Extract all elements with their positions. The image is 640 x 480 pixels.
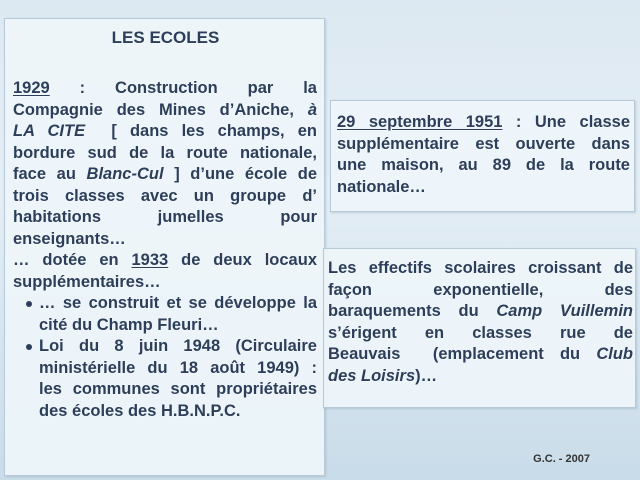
bullet-item	[13, 336, 317, 422]
text-line: LA CITE [ dans les champs, en	[13, 122, 317, 140]
enrollment-text	[328, 258, 633, 387]
text-line: Loi du 8 juin 1948 (Circulaire	[39, 337, 317, 355]
date-1951: 29 septembre 1951	[337, 113, 503, 131]
schools-panel	[4, 18, 325, 476]
text-line: baraquements du Camp Vuillemin	[328, 302, 633, 320]
panel-title: LES ECOLES	[111, 28, 220, 47]
text-line: … se construit et se développe la	[39, 294, 317, 312]
text-line: 29 septembre 1951 : Une classe	[337, 113, 630, 131]
text-line: Beauvais (emplacement du Club	[328, 345, 633, 363]
text-line: nationale…	[337, 177, 426, 196]
enrollment-panel	[323, 248, 636, 408]
text-line: habitations jumelles pour	[13, 208, 317, 226]
text-line: cité du Champ Fleuri…	[39, 315, 219, 334]
bullet-dot-icon	[26, 344, 32, 350]
text-line: supplémentaire est ouverte dans	[337, 134, 630, 153]
author-credit: G.C. - 2007	[533, 453, 590, 465]
bullet-dot-icon	[26, 301, 32, 307]
text-line: 1929 : Construction par la	[13, 79, 317, 97]
text-line: une maison, au 89 de la route	[337, 156, 630, 174]
text-line: … dotée en 1933 de deux locaux	[13, 251, 317, 269]
text-line: les communes sont propriétaires	[39, 380, 317, 398]
text-line: façon exponentielle, des	[328, 280, 633, 299]
extra-class-panel	[330, 100, 635, 212]
text-line: bordure sud de la route nationale,	[13, 143, 317, 162]
year-1929: 1929	[13, 79, 50, 97]
text-line: ministérielle du 18 août 1949) :	[39, 358, 317, 377]
schools-text	[13, 78, 317, 422]
text-line: Compagnie des Mines d’Aniche, à	[13, 100, 317, 119]
extra-class-text	[337, 112, 630, 198]
year-1933: 1933	[131, 251, 169, 269]
text-line: des Loisirs)…	[328, 366, 438, 385]
text-line: supplémentaires…	[13, 272, 161, 291]
text-line: face au Blanc-Cul ] d’une école de	[13, 165, 318, 183]
text-line: enseignants…	[13, 229, 126, 248]
text-line: trois classes avec un groupe d’	[13, 186, 317, 205]
bullet-item	[13, 293, 317, 336]
text-line: des écoles des H.B.N.P.C.	[39, 401, 241, 420]
text-line: s’érigent en classes rue de	[328, 323, 633, 342]
text-line: Les effectifs scolaires croissant de	[328, 259, 633, 277]
